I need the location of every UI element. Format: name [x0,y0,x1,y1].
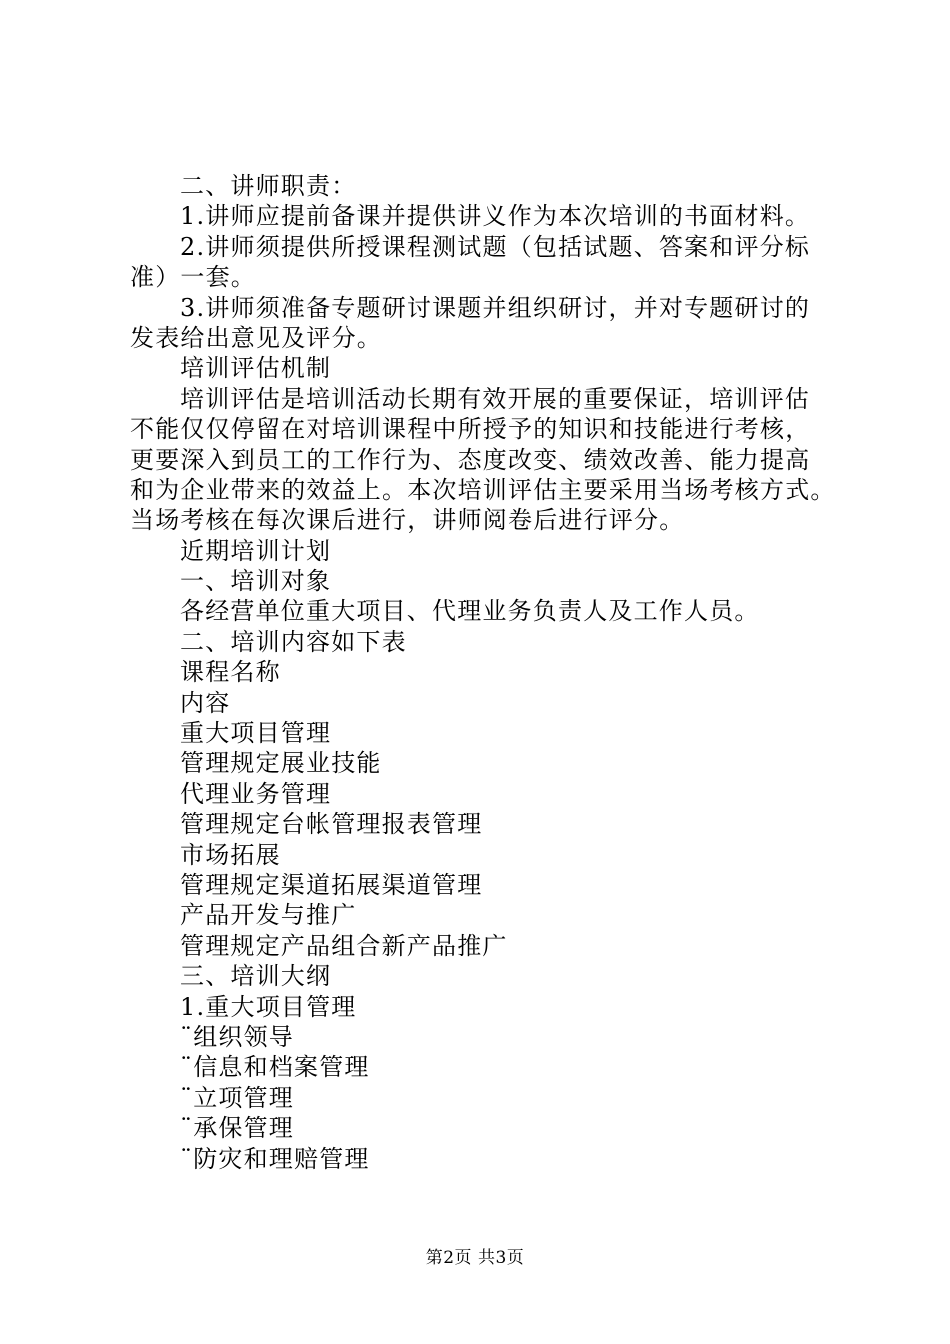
paragraph-line: 当场考核在每次课后进行，讲师阅卷后进行评分。 [130,506,685,535]
course-name: 重大项目管理 [180,719,332,748]
course-content: 管理规定台帐管理报表管理 [180,810,483,839]
table-header-course: 课程名称 [180,658,281,687]
paragraph-line: 更要深入到员工的工作行为、态度改变、绩效改善、能力提高 [130,445,811,474]
subheading-line: 二、培训内容如下表 [180,627,407,656]
table-header-content: 内容 [180,688,231,717]
paragraph-line: 和为企业带来的效益上。本次培训评估主要采用当场考核方式。 [130,475,836,504]
page-number-footer: 第2页 共3页 [425,1248,525,1268]
subheading-line: 三、培训大纲 [180,962,332,991]
bullet-item: ¨防灾和理赔管理 [180,1144,370,1173]
subheading-line: 一、培训对象 [180,567,332,596]
paragraph-line: 不能仅仅停留在对培训课程中所授予的知识和技能进行考核， [130,415,811,444]
paragraph-line: 1.讲师应提前备课并提供讲义作为本次培训的书面材料。 [180,202,811,231]
section-heading-plan: 近期培训计划 [180,536,332,565]
bullet-item: ¨组织领导 [180,1022,294,1051]
course-content: 管理规定渠道拓展渠道管理 [180,870,483,899]
outline-item: 1.重大项目管理 [180,992,357,1021]
bullet-item: ¨承保管理 [180,1114,294,1143]
paragraph-line: 准）一套。 [130,263,256,292]
document-body [130,171,850,1174]
paragraph-line: 培训评估是培训活动长期有效开展的重要保证，培训评估 [180,384,810,413]
section-heading-lecturer-duties: 二、讲师职责： [180,172,357,200]
paragraph-line: 2.讲师须提供所授课程测试题（包括试题、答案和评分标 [180,232,811,261]
bullet-item: ¨立项管理 [180,1083,294,1112]
bullet-item: ¨信息和档案管理 [180,1053,370,1082]
course-name: 产品开发与推广 [180,901,357,930]
course-name: 代理业务管理 [180,779,332,808]
paragraph-line: 各经营单位重大项目、代理业务负责人及工作人员。 [180,597,760,626]
course-content: 管理规定产品组合新产品推广 [180,931,508,960]
course-content: 管理规定展业技能 [180,749,382,778]
course-name: 市场拓展 [180,840,281,869]
paragraph-line: 3.讲师须准备专题研讨课题并组织研讨，并对专题研讨的 [180,293,811,322]
paragraph-line: 发表给出意见及评分。 [130,323,382,352]
section-heading-evaluation: 培训评估机制 [180,354,332,383]
